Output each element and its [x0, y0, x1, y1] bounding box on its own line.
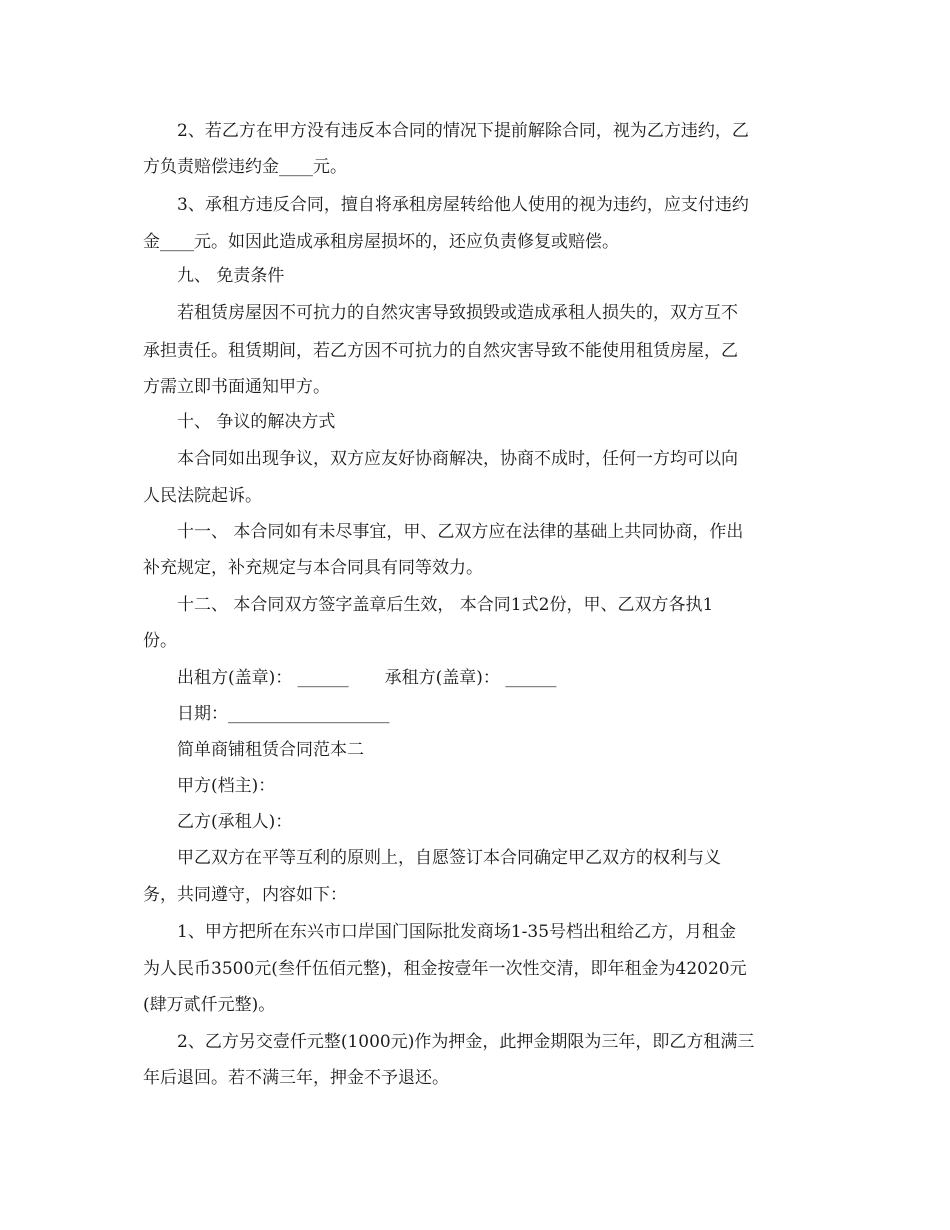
paragraph-line: 2、若乙方在甲方没有违反本合同的情况下提前解除合同，视为乙方违约，乙 [177, 121, 749, 141]
lessee-signature: 承租方(盖章)： ______ [384, 668, 557, 688]
paragraph-line: 份。 [143, 631, 177, 651]
lessor-signature: 出租方(盖章)： ______ [177, 668, 349, 688]
paragraph-line: 年后退回。若不满三年，押金不予退还。 [143, 1068, 449, 1088]
paragraph-line: 十二、 本合同双方签字盖章后生效， 本合同1式2份，甲、乙双方各执1 [177, 595, 714, 615]
date-field: 日期：___________________ [177, 704, 390, 724]
contract-title: 简单商铺租赁合同范本二 [177, 740, 364, 760]
paragraph-line: 为人民币3500元(叁仟伍佰元整)，租金按壹年一次性交清，即年租金为42020元 [143, 959, 747, 979]
paragraph-line: 十一、 本合同如有未尽事宜，甲、乙双方应在法律的基础上共同协商，作出 [177, 522, 744, 542]
paragraph-line: (肆万贰仟元整)。 [143, 995, 276, 1015]
paragraph-line: 若租赁房屋因不可抗力的自然灾害导致损毁或造成承租人损失的，双方互不 [177, 303, 738, 323]
paragraph-line: 甲乙双方在平等互利的原则上，自愿签订本合同确定甲乙双方的权利与义 [177, 848, 721, 868]
paragraph-line: 人民法院起诉。 [143, 486, 262, 506]
paragraph-line: 方需立即书面通知甲方。 [143, 377, 330, 397]
paragraph-line: 务，共同遵守，内容如下： [143, 885, 347, 905]
paragraph-line: 2、乙方另交壹仟元整(1000元)作为押金，此押金期限为三年，即乙方租满三 [177, 1032, 755, 1052]
party-b-label: 乙方(承租人)： [177, 812, 293, 832]
paragraph-line: 补充规定，补充规定与本合同具有同等效力。 [143, 558, 483, 578]
section-heading: 十、 争议的解决方式 [177, 412, 336, 432]
paragraph-line: 本合同如出现争议，双方应友好协商解决，协商不成时，任何一方均可以向 [177, 449, 738, 469]
paragraph-line: 方负责赔偿违约金____元。 [143, 157, 347, 177]
section-heading: 九、 免责条件 [177, 266, 285, 286]
paragraph-line: 承担责任。租赁期间，若乙方因不可抗力的自然灾害导致不能使用租赁房屋，乙 [143, 341, 738, 361]
paragraph-line: 3、承租方违反合同，擅自将承租房屋转给他人使用的视为违约，应支付违约 [177, 195, 749, 215]
signature-row [177, 666, 847, 690]
paragraph-line: 1、甲方把所在东兴市口岸国门国际批发商场1-35号档出租给乙方，月租金 [177, 922, 737, 942]
party-a-label: 甲方(档主)： [177, 776, 276, 796]
paragraph-line: 金____元。如因此造成承租房屋损坏的，还应负责修复或赔偿。 [143, 232, 619, 252]
